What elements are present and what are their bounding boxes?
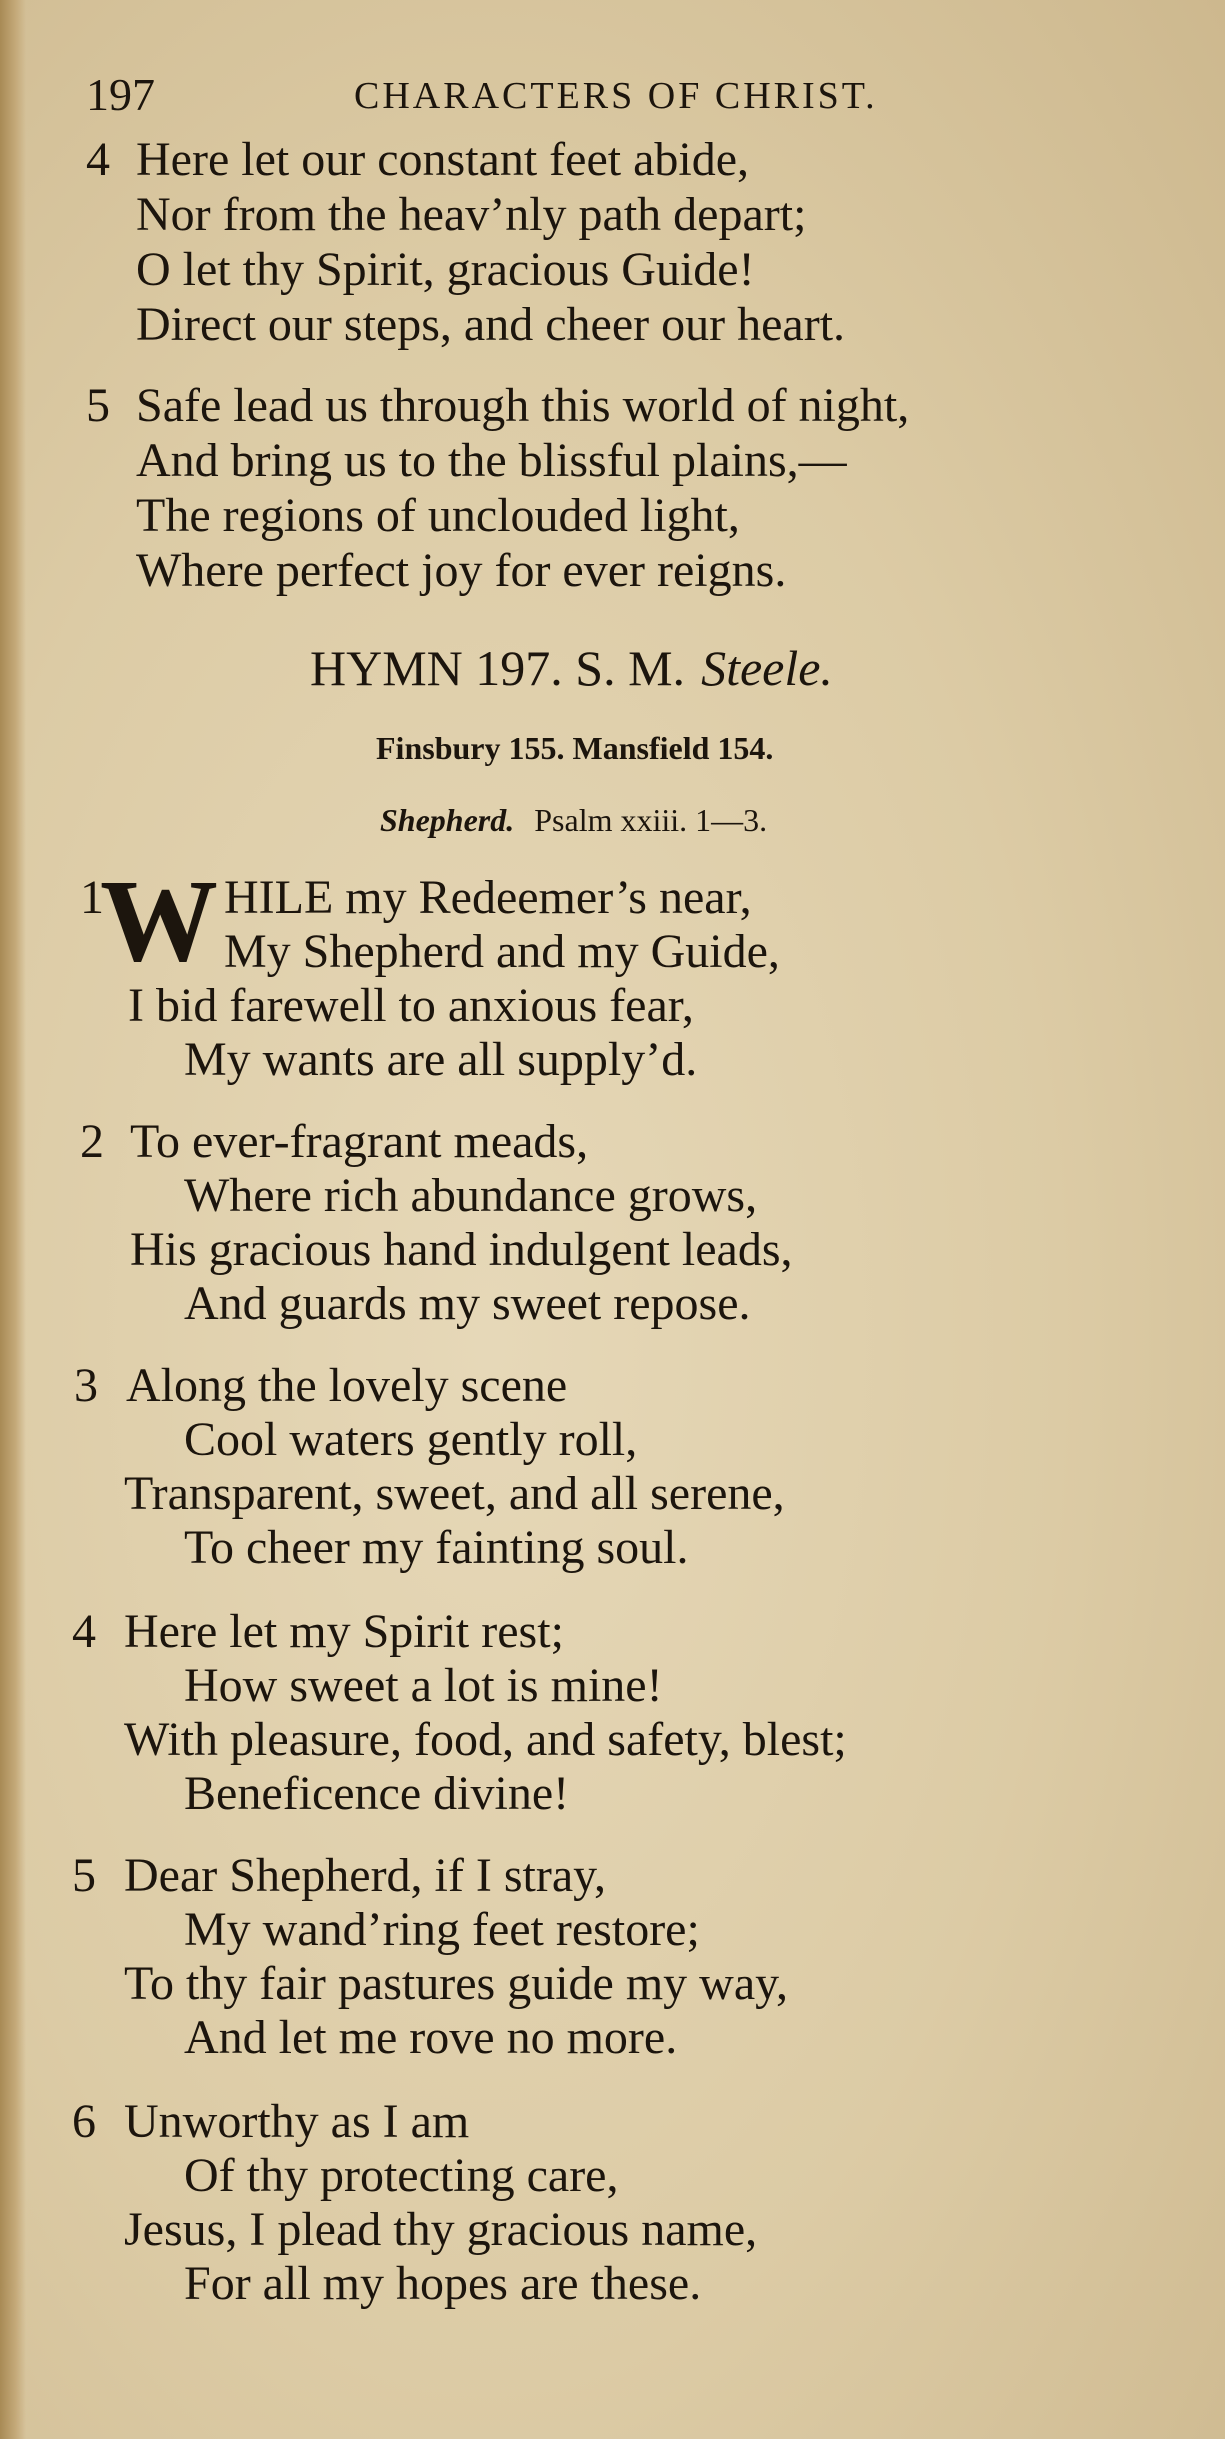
verse-line: Direct our steps, and cheer our heart. xyxy=(136,298,846,351)
verse-line: And guards my sweet repose. xyxy=(184,1277,751,1330)
scripture-source xyxy=(380,800,767,840)
verse-line: His gracious hand indulgent leads, xyxy=(130,1223,793,1276)
stanza-number: 1 xyxy=(80,871,104,924)
verse-line: To thy fair pastures guide my way, xyxy=(124,1957,789,2010)
verse-line: The regions of unclouded light, xyxy=(136,489,740,542)
stanza-number: 5 xyxy=(86,379,110,432)
verse-line: And let me rove no more. xyxy=(184,2011,678,2064)
verse-line: To cheer my fainting soul. xyxy=(184,1521,689,1574)
verse-line: Unworthy as I am xyxy=(124,2095,470,2148)
stanza-number: 2 xyxy=(80,1115,104,1168)
verse-line: I bid farewell to anxious fear, xyxy=(128,979,694,1032)
verse-line: Here let my Spirit rest; xyxy=(124,1605,564,1658)
hymn-number-meter: HYMN 197. S. M. xyxy=(310,640,686,696)
page-number: 197 xyxy=(86,69,155,120)
scripture-reference: Psalm xxiii. 1—3. xyxy=(534,802,768,838)
verse-line: How sweet a lot is mine! xyxy=(184,1659,663,1712)
running-title: CHARACTERS OF CHRIST. xyxy=(354,75,878,117)
hymn-title xyxy=(310,640,1010,700)
verse-line: Where rich abundance grows, xyxy=(184,1169,758,1222)
verse-line: And bring us to the blissful plains,— xyxy=(136,434,847,487)
hymn-author: Steele. xyxy=(701,640,833,696)
verse-line: My wand’ring feet restore; xyxy=(184,1903,700,1956)
verse-line: To ever-fragrant meads, xyxy=(130,1115,589,1168)
verse-line: Here let our constant feet abide, xyxy=(136,133,750,186)
stanza-number: 3 xyxy=(74,1359,98,1412)
tune-references: Finsbury 155. Mansfield 154. xyxy=(376,730,774,766)
verse-line: HILE my Redeemer’s near, xyxy=(224,871,752,924)
verse-line: Transparent, sweet, and all serene, xyxy=(124,1467,785,1520)
verse-line: My wants are all supply’d. xyxy=(184,1033,698,1086)
stanza-number: 5 xyxy=(72,1849,96,1902)
verse-line: My Shepherd and my Guide, xyxy=(224,925,780,978)
page-header xyxy=(86,68,998,128)
verse-line: Where perfect joy for ever reigns. xyxy=(136,544,787,597)
stanza-number: 4 xyxy=(86,133,110,186)
verse-line: Dear Shepherd, if I stray, xyxy=(124,1849,607,1902)
verse-line: Safe lead us through this world of night, xyxy=(136,379,910,432)
verse-line: For all my hopes are these. xyxy=(184,2257,702,2310)
page-edge-shadow xyxy=(0,0,26,2439)
stanza-number: 6 xyxy=(72,2095,96,2148)
verse-line: Jesus, I plead thy gracious name, xyxy=(124,2203,758,2256)
verse-line: Cool waters gently roll, xyxy=(184,1413,638,1466)
verse-line: Of thy protecting care, xyxy=(184,2149,619,2202)
verse-line: O let thy Spirit, gracious Guide! xyxy=(136,243,755,296)
drop-cap: W xyxy=(100,855,218,986)
stanza-number: 4 xyxy=(72,1605,96,1658)
verse-line: With pleasure, food, and safety, blest; xyxy=(124,1713,847,1766)
verse-line: Along the lovely scene xyxy=(126,1359,568,1412)
verse-line: Nor from the heav’nly path depart; xyxy=(136,188,807,241)
verse-line: Beneficence divine! xyxy=(184,1767,570,1820)
tune-name: Shepherd. xyxy=(380,802,515,838)
